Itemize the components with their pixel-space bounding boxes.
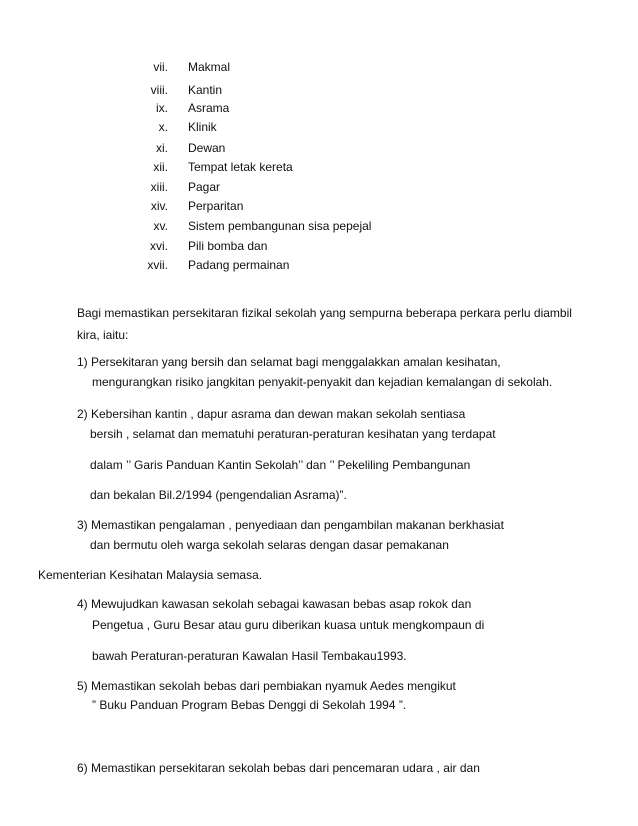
list-item: Pagar bbox=[188, 180, 221, 194]
point-1-line-1: 1) Persekitaran yang bersih dan selamat bagi menggalakkan amalan kesihatan, bbox=[77, 355, 501, 369]
point-2-line-2: bersih , selamat dan mematuhi peraturan-peraturan kesihatan yang terdapat bbox=[90, 427, 496, 441]
list-number: vii. bbox=[153, 60, 168, 74]
list-item: Tempat letak kereta bbox=[188, 160, 293, 174]
list-number: xvi. bbox=[150, 239, 168, 253]
point-4-line-1: 4) Mewujudkan kawasan sekolah sebagai kawasan bebas asap rokok dan bbox=[77, 597, 472, 611]
point-4-line-2: Pengetua , Guru Besar atau guru diberikan kuasa untuk mengkompaun di bbox=[92, 618, 485, 632]
point-2-line-3: dalam ’’ Garis Panduan Kantin Sekolah’’ dan ’’ Pekeliling Pembangunan bbox=[90, 458, 471, 472]
point-1-line-2: mengurangkan risiko jangkitan penyakit-penyakit dan kejadian kemalangan di sekolah. bbox=[92, 375, 553, 389]
list-number: xvii. bbox=[147, 258, 168, 272]
list-item: Pili bomba dan bbox=[188, 239, 268, 253]
point-5-line-1: 5) Memastikan sekolah bebas dari pembiakan nyamuk Aedes mengikut bbox=[77, 679, 456, 693]
point-3-line-3: Kementerian Kesihatan Malaysia semasa. bbox=[38, 568, 263, 582]
list-item: Perparitan bbox=[188, 199, 244, 213]
list-item: Padang permainan bbox=[188, 258, 290, 272]
list-number: xv. bbox=[153, 219, 168, 233]
point-2-line-4: dan bekalan Bil.2/1994 (pengendalian Asrama)”. bbox=[90, 488, 347, 502]
list-number: xii. bbox=[153, 160, 168, 174]
list-number: x. bbox=[158, 120, 168, 134]
list-item: Dewan bbox=[188, 141, 226, 155]
point-3-line-2: dan bermutu oleh warga sekolah selaras dengan dasar pemakanan bbox=[90, 538, 449, 552]
list-number: xiv. bbox=[150, 199, 168, 213]
list-item: Klinik bbox=[188, 120, 217, 134]
list-number: viii. bbox=[150, 83, 168, 97]
point-2-line-1: 2) Kebersihan kantin , dapur asrama dan dewan makan sekolah sentiasa bbox=[77, 407, 466, 421]
point-4-line-3: bawah Peraturan-peraturan Kawalan Hasil Tembakau1993. bbox=[92, 649, 407, 663]
list-item: Kantin bbox=[188, 83, 223, 97]
list-number: xi. bbox=[156, 141, 168, 155]
list-number: xiii. bbox=[150, 180, 168, 194]
point-5-line-2: ” Buku Panduan Program Bebas Denggi di Sekolah 1994 ”. bbox=[92, 698, 407, 712]
intro-line-1: Bagi memastikan persekitaran fizikal sekolah yang sempurna beberapa perkara perlu diambil bbox=[77, 306, 572, 320]
list-number: ix. bbox=[156, 101, 168, 115]
list-item: Asrama bbox=[188, 101, 230, 115]
point-6-line-1: 6) Memastikan persekitaran sekolah bebas dari pencemaran udara , air dan bbox=[77, 761, 480, 775]
list-item: Makmal bbox=[188, 60, 231, 74]
point-3-line-1: 3) Memastikan pengalaman , penyediaan dan pengambilan makanan berkhasiat bbox=[77, 518, 504, 532]
intro-line-2: kira, iaitu: bbox=[77, 328, 129, 342]
list-item: Sistem pembangunan sisa pepejal bbox=[188, 219, 372, 233]
